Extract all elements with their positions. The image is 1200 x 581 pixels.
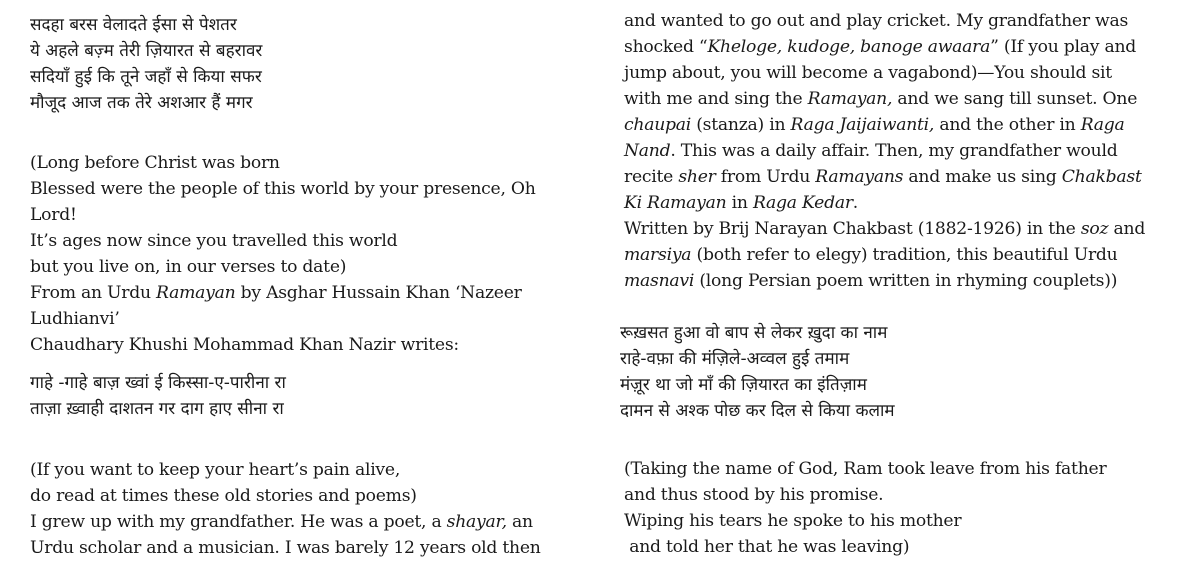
source-suffix: by Asghar Hussain Khan ‘Nazeer — [235, 283, 522, 303]
text-line: Wiping his tears he spoke to his mother — [624, 511, 962, 531]
quote-italic: Kheloge, kudoge, banoge awaara — [707, 37, 991, 57]
poem-line: राहे-वफ़ा की मंज़िले-अव्वल हुई तमाम — [620, 349, 850, 369]
poem-line: रूख़सत हुआ वो बाप से लेकर ख़ुदा का नाम — [620, 323, 888, 343]
translation-1 — [30, 150, 536, 358]
text-line: (If you want to keep your heart’s pain alive, — [30, 460, 401, 480]
nand-italic: Nand — [624, 141, 671, 161]
source-line-2: Ludhianvi’ — [30, 309, 120, 329]
marsiya-italic: marsiya — [624, 245, 692, 265]
source-line — [30, 280, 536, 306]
poem-line: दामन से अश्क पोछ कर दिल से किया कलाम — [620, 401, 895, 421]
translation-3 — [624, 456, 1106, 560]
raga-italic: Raga — [1080, 115, 1125, 135]
span: . — [852, 193, 858, 213]
poem-line: मौजूद आज तक तेरे अशआर हैं मगर — [30, 93, 253, 113]
text-line: (Taking the name of God, Ram took leave from his father — [624, 459, 1107, 479]
text-line — [624, 138, 1145, 164]
ki-ramayan-italic: Ki Ramayan — [624, 193, 727, 213]
source-prefix: From an Urdu — [30, 283, 157, 303]
poem-line: ताज़ा ख़्वाही दाशतन गर दाग हाए सीना रा — [30, 399, 284, 419]
chaupai-italic: chaupai — [624, 115, 692, 135]
text-line: jump about, you will become a vagabond)—You should sit — [624, 63, 1112, 83]
text-line — [624, 268, 1145, 294]
text-line — [624, 86, 1145, 112]
translation-2 — [30, 457, 541, 561]
poem-line: सदहा बरस वेलादते ईसा से पेशतर — [30, 15, 237, 35]
ramayan-italic: Ramayan, — [807, 89, 893, 109]
text-line: do read at times these old stories and poems) — [30, 486, 417, 506]
span: and make us sing — [903, 167, 1062, 187]
narrative-paragraph — [624, 8, 1145, 294]
span: and we sang till sunset. One — [892, 89, 1138, 109]
span: (long Persian poem written in rhyming couplets)) — [694, 271, 1118, 291]
text-line — [624, 34, 1145, 60]
text-line — [624, 164, 1145, 190]
span: shocked “ — [624, 37, 708, 57]
span: ” (If you play and — [990, 37, 1137, 57]
span: (both refer to elegy) tradition, this beautiful Urdu — [691, 245, 1118, 265]
shayar-term: shayar, — [446, 512, 507, 532]
poem-line: मंज़ूर था जो माँ की ज़ियारत का इंतिज़ाम — [620, 375, 867, 395]
text-line: and thus stood by his promise. — [624, 485, 884, 505]
text-line — [624, 216, 1145, 242]
span: and — [1108, 219, 1146, 239]
poem-line: गाहे -गाहे बाज़ ख्वां ई किस्सा-ए-पारीना रा — [30, 373, 286, 393]
nazir-line: Chaudhary Khushi Mohammad Khan Nazir writes: — [30, 335, 459, 355]
text-line — [624, 242, 1145, 268]
text-line: Lord! — [30, 205, 77, 225]
soz-italic: soz — [1080, 219, 1109, 239]
span: and the other in — [934, 115, 1081, 135]
raga-kedar-italic: Raga Kedar — [752, 193, 853, 213]
masnavi-italic: masnavi — [624, 271, 695, 291]
text-line: and told her that he was leaving) — [624, 537, 910, 557]
raga-italic: Raga Jaijaiwanti, — [790, 115, 935, 135]
poem-line: ये अहले बज़्म तेरी ज़ियारत से बहरावर — [30, 41, 263, 61]
sher-italic: sher — [678, 167, 716, 187]
text-line: Urdu scholar and a musician. I was barely 12 years old then — [30, 538, 541, 558]
ramayans-italic: Ramayans — [815, 167, 904, 187]
text-line — [624, 190, 1145, 216]
hindi-poem-2 — [30, 370, 286, 422]
text-line — [30, 509, 541, 535]
text-line: It’s ages now since you travelled this world — [30, 231, 398, 251]
hindi-poem-3 — [620, 320, 895, 424]
text-line: but you live on, in our verses to date) — [30, 257, 347, 277]
span: from Urdu — [715, 167, 816, 187]
chakbast-italic: Chakbast — [1061, 167, 1142, 187]
text-line — [624, 112, 1145, 138]
text-line: Blessed were the people of this world by your presence, Oh — [30, 179, 536, 199]
span: . This was a daily affair. Then, my grandfather would — [670, 141, 1118, 161]
span: with me and sing the — [624, 89, 808, 109]
poem-line: सदियाँ हुई कि तूने जहाँ से किया सफर — [30, 67, 262, 87]
span: recite — [624, 167, 679, 187]
hindi-poem-1 — [30, 12, 262, 116]
grew-text: I grew up with my grandfather. He was a poet, a — [30, 512, 447, 532]
span: (stanza) in — [691, 115, 791, 135]
grew-text-end: an — [506, 512, 533, 532]
text-line: and wanted to go out and play cricket. My grandfather was — [624, 11, 1129, 31]
span: Written by Brij Narayan Chakbast (1882-1926) in the — [624, 219, 1081, 239]
span: in — [726, 193, 753, 213]
source-title: Ramayan — [156, 283, 236, 303]
text-line: (Long before Christ was born — [30, 153, 280, 173]
